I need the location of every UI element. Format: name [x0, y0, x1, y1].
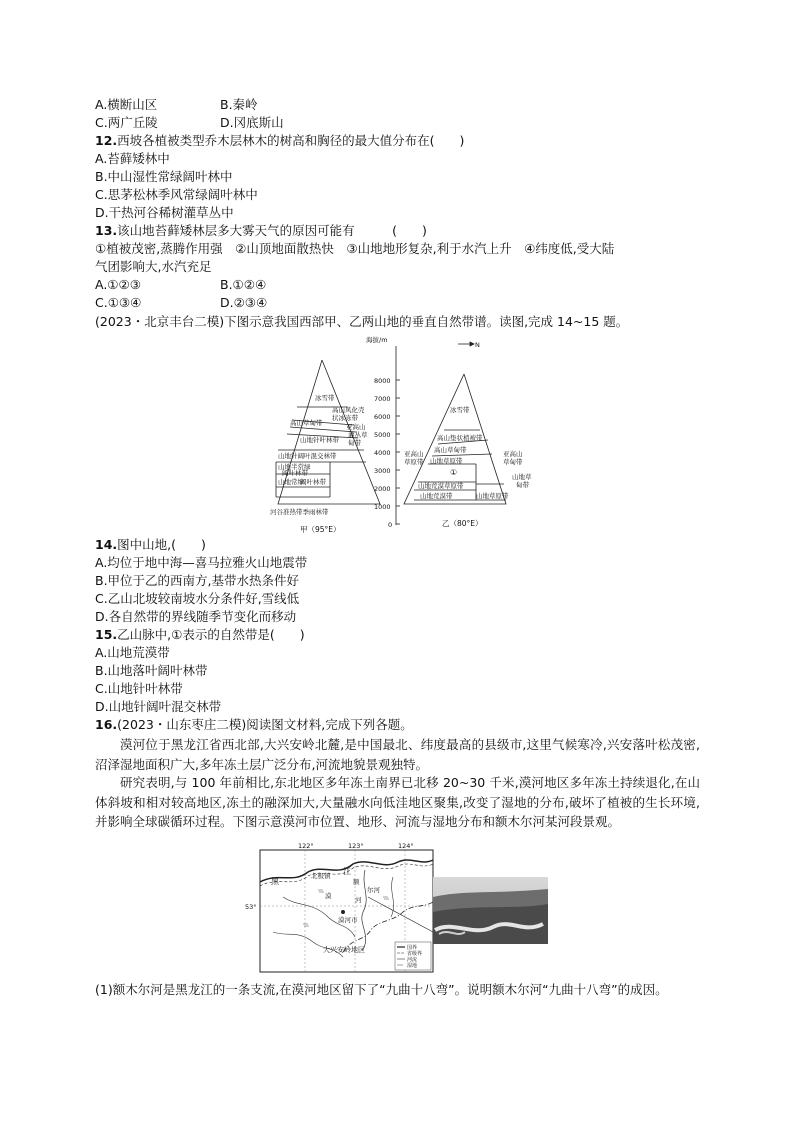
q14-15-intro: (2023・北京丰台二模)下图示意我国西部甲、乙两山地的垂直自然带谱。读图,完成 14~15 题。 — [95, 314, 629, 329]
jia-meadow-label: 高山草甸带 — [290, 419, 323, 427]
label-jiang: 江 — [343, 867, 351, 876]
q13-statements-line1: ①植被茂密,蒸腾作用强 ②山顶地面散热快 ③山地地形复杂,利于水汽上升 ④纬度低,受大陆 — [95, 241, 615, 256]
jia-caption: 甲（95°E） — [300, 525, 341, 534]
altitude-axis — [396, 346, 400, 525]
q12-number: 12. — [95, 133, 118, 148]
q11-option-a: A.横断山区 — [95, 97, 158, 112]
jia-right-l5: 甸带 — [348, 439, 361, 447]
jia-evergreen2-label: 阔叶林带 — [300, 478, 326, 486]
yi-desert-label: 山地荒漠带 — [420, 492, 453, 500]
q13-stem — [95, 222, 427, 240]
yi-caption: 乙（80°E） — [442, 519, 483, 528]
q12-option-b: B.中山湿性常绿阔叶林中 — [95, 169, 233, 184]
q11-option-c: C.两广丘陵 — [95, 115, 158, 130]
jia-mixed-label: 山地针阔叶混交林带 — [278, 452, 337, 460]
jia-valley-label: 河谷准热带季雨林带 — [270, 508, 329, 516]
yi-right-l1: 亚高山 — [503, 450, 523, 458]
yi-steppe2-label: 山地草原带 — [476, 492, 509, 500]
legend-national: 国界 — [407, 945, 418, 951]
label-mohe-city: 漠河市 — [338, 916, 358, 924]
jia-conifer-label: 山地针叶林带 — [300, 436, 339, 444]
jia-snow-label: 冰雪带 — [315, 394, 335, 402]
altitude-axis-label: 海拔/m — [366, 336, 388, 344]
legend-wetland: 湿地 — [407, 963, 418, 969]
q16-paragraph-2: 研究表明,与 100 年前相比,东北地区多年冻土南界已北移 20~30 千米,漠河地区多年冻土持续退化,在山体斜坡和相对较高地区,冻土的融深加大,大量融水向低洼地区聚集,改变了湿地的分布,破坏了植被的生长环境,并影响全球碳循环过程。下图示意漠河市位置、地形、河流与湿地分布和额木尔河某河段景观。 — [95, 775, 700, 829]
q13-option-b: B.①②④ — [220, 277, 267, 292]
yi-marker-1: ① — [450, 468, 458, 477]
q15-option-b: B.山地落叶阔叶林带 — [95, 663, 208, 678]
q14-option-c: C.乙山北坡较南坡水分条件好,雪线低 — [95, 591, 300, 606]
jia-evergreen-label: 山地常绿 — [278, 478, 304, 486]
q14-number: 14. — [95, 537, 118, 552]
map-legend — [395, 942, 431, 970]
q16-number: 16. — [95, 717, 118, 732]
lon-124: 124° — [398, 842, 414, 850]
q16-text: (2023・山东枣庄二模)阅读图文材料,完成下列各题。 — [117, 717, 413, 732]
q12-option-d: D.干热河谷稀树灌草丛中 — [95, 205, 234, 220]
tick-7000: 7000 — [374, 395, 391, 403]
jia-right-l1: 高山风化壳 — [332, 406, 365, 414]
q14-option-a: A.均位于地中海—喜马拉雅火山地震带 — [95, 555, 308, 570]
q15-option-a: A.山地荒漠带 — [95, 645, 170, 660]
yi-meadow-label: 高山草甸带 — [434, 446, 467, 454]
yi-desert-steppe-label: 山地荒漠草原带 — [418, 482, 464, 490]
q16-subquestion-1: (1)额木尔河是黑龙江的一条支流,在漠河地区留下了“九曲十八弯”。说明额木尔河“九曲十八弯”的成因。 — [95, 982, 668, 997]
lon-123: 123° — [348, 842, 364, 850]
river-landscape-photo — [433, 877, 548, 944]
yi-right-l4: 甸带 — [516, 481, 529, 489]
tick-2000: 2000 — [374, 485, 391, 493]
q14-stem — [95, 536, 206, 554]
q11-option-b: B.秦岭 — [220, 97, 258, 112]
lon-122: 122° — [298, 842, 314, 850]
yi-left-l1: 亚高山 — [404, 450, 424, 458]
q15-option-c: C.山地针叶林带 — [95, 681, 183, 696]
q16-stem — [95, 716, 413, 734]
yi-right-l2: 草甸带 — [503, 458, 523, 466]
q15-stem — [95, 626, 305, 644]
jia-lower1-label: 山地半常绿 — [278, 463, 311, 471]
q15-number: 15. — [95, 627, 118, 642]
q11-option-d: D.冈底斯山 — [220, 115, 284, 130]
q13-number: 13. — [95, 223, 118, 238]
tick-1000: 1000 — [374, 503, 391, 511]
north-arrow-icon — [458, 342, 474, 346]
label-beiji: 北极镇 — [311, 872, 331, 880]
q15-option-d: D.山地针阔叶混交林带 — [95, 699, 222, 714]
north-label: N — [475, 341, 480, 349]
jia-right-l3: 亚高山 — [346, 423, 366, 431]
q12-text: 西坡各植被类型乔木层林木的树高和胸径的最大值分布在( ) — [117, 133, 465, 148]
tick-4000: 4000 — [374, 449, 391, 457]
label-he: 河 — [355, 896, 362, 904]
yi-snow-label: 冰雪带 — [450, 406, 470, 414]
tick-8000: 8000 — [374, 377, 391, 385]
label-daxinganling: 大兴安岭地区 — [323, 946, 365, 954]
yi-cold-label: 高山垫状植被带 — [437, 434, 483, 442]
q13-option-a: A.①②③ — [95, 277, 141, 292]
q12-option-c: C.思茅松林季风常绿阔叶林中 — [95, 187, 258, 202]
legend-province: 省级界 — [407, 951, 423, 957]
jia-lower2-label: 阔叶林带 — [282, 469, 308, 477]
q12-option-a: A.苔藓矮林中 — [95, 151, 170, 166]
label-mo: 漠 — [325, 892, 332, 900]
label-e-river: 尔河 — [367, 886, 380, 894]
q16-paragraph-1: 漠河位于黑龙江省西北部,大兴安岭北麓,是中国最北、纬度最高的县级市,这里气候寒冷,兴安落叶松茂密,沼泽湿地面积广大,多年冻土层广泛分布,河流地貌景观独特。 — [95, 737, 700, 772]
q13-statements-line2: 气团影响大,水汽充足 — [95, 259, 212, 274]
lat-53: 53° — [245, 903, 257, 911]
tick-0: 0 — [388, 521, 393, 529]
yi-left-l2: 草原带 — [404, 458, 424, 466]
q13-option-c: C.①③④ — [95, 295, 142, 310]
q13-text: 该山地苔藓矮林层多大雾天气的原因可能有 ( ) — [117, 223, 427, 238]
jia-right-l2: 状冰冻带 — [332, 414, 358, 422]
tick-6000: 6000 — [374, 413, 391, 421]
label-hei: 黑 — [271, 877, 279, 886]
q12-stem — [95, 132, 464, 150]
jia-right-l4: 灌丛草 — [348, 431, 368, 439]
mohe-map-figure — [243, 842, 553, 977]
q14-text: 图中山地,( ) — [117, 537, 206, 552]
tick-3000: 3000 — [374, 467, 391, 475]
vertical-zone-figure — [270, 332, 535, 537]
q14-option-b: B.甲位于乙的西南方,基带水热条件好 — [95, 573, 300, 588]
q14-option-d: D.各自然带的界线随季节变化而移动 — [95, 609, 297, 624]
legend-river: 河流 — [407, 957, 418, 963]
label-emuer: 额 — [353, 878, 360, 886]
mohe-city-marker — [341, 910, 345, 914]
tick-5000: 5000 — [374, 431, 391, 439]
yi-steppe-label: 山地草原带 — [430, 457, 463, 465]
yi-right-l3: 山地草 — [512, 473, 532, 481]
q15-text: 乙山脉中,①表示的自然带是( ) — [117, 627, 305, 642]
q13-option-d: D.②③④ — [220, 295, 268, 310]
